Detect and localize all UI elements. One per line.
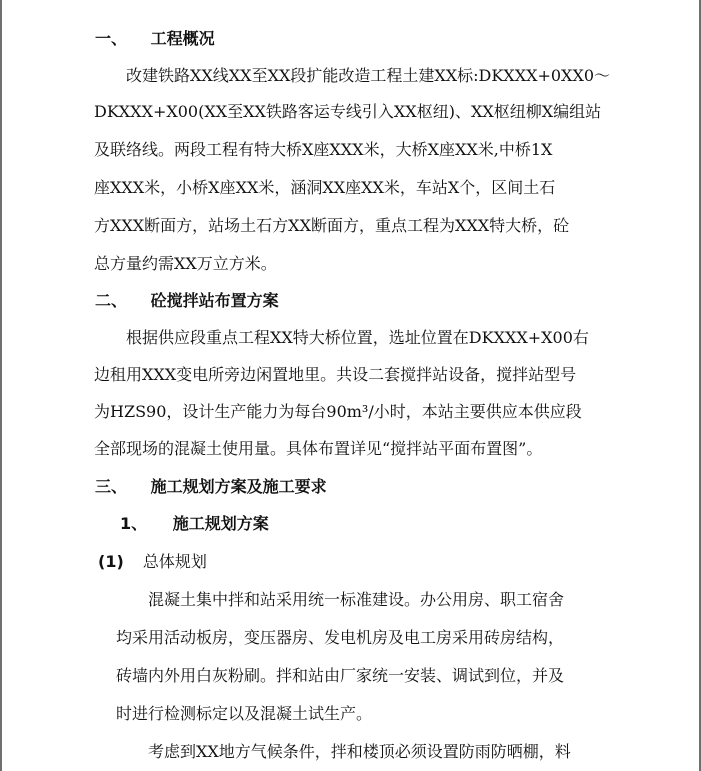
paragraph-line: 时进行检测标定以及混凝土试生产。 xyxy=(116,704,373,723)
subsection-title: 总体规划 xyxy=(142,552,207,571)
subsection-heading-2 xyxy=(98,552,207,572)
section-number: 二、 xyxy=(95,291,128,310)
paragraph-line: 砖墙内外用白灰粉刷。拌和站由厂家统一安装、调试到位，并及 xyxy=(116,666,565,685)
subsection-title: 施工规划方案 xyxy=(172,514,269,533)
section-title: 砼搅拌站布置方案 xyxy=(150,291,279,310)
paragraph-line: 方XXX断面方，站场土石方XX断面方，重点工程为XXX特大桥，砼 xyxy=(94,216,570,235)
section-heading-1 xyxy=(95,29,215,49)
paragraph-line: 座XXX米，小桥X座XX米，涵洞XX座XX米，车站X个，区间土石 xyxy=(94,178,556,197)
section-number: 三、 xyxy=(95,477,128,496)
section-heading-3 xyxy=(95,477,327,497)
section-number: 一、 xyxy=(95,29,128,48)
paragraph-line: 总方量约需XX万立方米。 xyxy=(94,254,277,273)
paragraph-line: 考虑到XX地方气候条件，拌和楼顶必须设置防雨防晒棚，料 xyxy=(148,742,571,761)
subsection-heading-1 xyxy=(120,514,269,534)
section-title: 工程概况 xyxy=(150,29,215,48)
paragraph-line: 均采用活动板房，变压器房、发电机房及电工房采用砖房结构， xyxy=(116,628,565,647)
paragraph-line: 根据供应段重点工程XX特大桥位置，选址位置在DKXXX+X00右 xyxy=(126,328,589,347)
paragraph-line: 边租用XXX变电所旁边闲置地里。共设二套搅拌站设备，搅拌站型号 xyxy=(94,365,577,384)
paragraph-line: DKXXX+X00(XX至XX铁路客运专线引入XX枢纽)、XX枢纽柳X编组站 xyxy=(94,102,602,121)
subsection-number: 1、 xyxy=(120,514,148,533)
section-heading-2 xyxy=(95,291,279,311)
subsection-number: (1) xyxy=(98,552,124,571)
paragraph-line: 及联络线。两段工程有特大桥X座XXX米，大桥X座XX米,中桥1X xyxy=(94,140,553,159)
paragraph-line: 为HZS90，设计生产能力为每台90m³/小时，本站主要供应本供应段 xyxy=(94,402,582,421)
paragraph-line: 全部现场的混凝土使用量。具体布置详见“搅拌站平面布置图”。 xyxy=(94,439,543,458)
section-title: 施工规划方案及施工要求 xyxy=(150,477,327,496)
paragraph-line: 改建铁路XX线XX至XX段扩能改造工程土建XX标:DKXXX+0XX0～ xyxy=(126,66,611,85)
paragraph-line: 混凝土集中拌和站采用统一标准建设。办公用房、职工宿舍 xyxy=(148,590,565,609)
